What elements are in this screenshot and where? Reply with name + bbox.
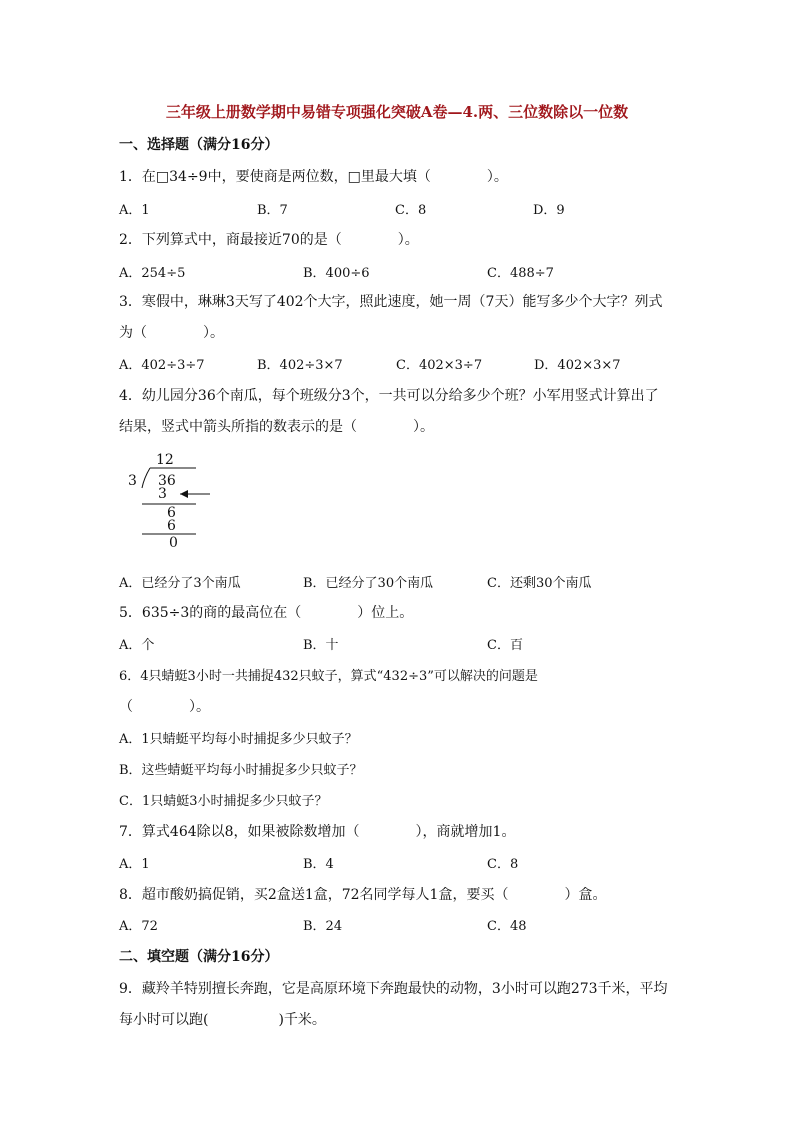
question-6-option-b: B．这些蜻蜓平均每小时捕捉多少只蚊子？ bbox=[119, 763, 363, 778]
question-6-line-1: 6．4只蜻蜓3小时一共捕捉432只蚊子，算式“432÷3”可以解决的问题是 bbox=[119, 669, 538, 684]
question-8: 8．超市酸奶搞促销，买2盒送1盒，72名同学每人1盒，要买（ ）盒。 bbox=[119, 887, 607, 903]
question-9-line-1: 9．藏羚羊特别擅长奔跑，它是高原环境下奔跑最快的动物，3小时可以跑273千米，平均 bbox=[119, 981, 668, 997]
division-bracket bbox=[142, 468, 150, 488]
section-heading-choice: 一、选择题（满分16分） bbox=[119, 137, 279, 153]
option-c: C．488÷7 bbox=[487, 266, 554, 281]
option-b: B．十 bbox=[303, 638, 339, 653]
question-6-option-c: C．1只蜻蜓3小时捕捉多少只蚊子？ bbox=[119, 794, 328, 809]
option-c: C．百 bbox=[487, 638, 523, 653]
question-9-line-2: 每小时可以跑( )千米。 bbox=[119, 1012, 326, 1028]
question-3-line-1: 3．寒假中，琳琳3天写了402个大字，照此速度，她一周（7天）能写多少个大字？列式 bbox=[119, 294, 663, 310]
option-b: B．400÷6 bbox=[303, 266, 370, 281]
question-8-options bbox=[119, 915, 679, 933]
question-5: 5．635÷3的商的最高位在（ ）位上。 bbox=[119, 605, 414, 621]
question-5-options bbox=[119, 634, 679, 652]
question-3-line-2: 为（ ）。 bbox=[119, 325, 224, 341]
option-d: D．9 bbox=[533, 203, 565, 218]
option-a: A．已经分了3个南瓜 bbox=[119, 576, 241, 591]
section-heading-fill: 二、填空题（满分16分） bbox=[119, 949, 279, 965]
option-b: B．7 bbox=[257, 203, 288, 218]
question-7: 7．算式464除以8，如果被除数增加（ ），商就增加1。 bbox=[119, 824, 516, 840]
option-a: A．72 bbox=[119, 919, 158, 934]
division-step-6b: 6 bbox=[167, 518, 176, 534]
option-d: D．402×3×7 bbox=[534, 358, 621, 373]
question-4-options bbox=[119, 572, 679, 590]
option-a: A．402÷3÷7 bbox=[119, 358, 205, 373]
option-a: A．1 bbox=[119, 203, 150, 218]
question-1-options bbox=[119, 199, 679, 217]
option-c: C．8 bbox=[395, 203, 427, 218]
option-c: C．8 bbox=[487, 857, 519, 872]
question-3-options bbox=[119, 354, 679, 372]
option-a: A．254÷5 bbox=[119, 266, 186, 281]
long-division-figure bbox=[120, 448, 220, 553]
option-a: A．个 bbox=[119, 638, 155, 653]
question-7-options bbox=[119, 853, 679, 871]
question-6-option-a: A．1只蜻蜓平均每小时捕捉多少只蚊子？ bbox=[119, 732, 358, 747]
option-b: B．24 bbox=[303, 919, 343, 934]
question-2-options bbox=[119, 262, 679, 280]
option-b: B．4 bbox=[303, 857, 334, 872]
page-title: 三年级上册数学期中易错专项强化突破A卷—4.两、三位数除以一位数 bbox=[165, 103, 629, 121]
division-divisor: 3 bbox=[128, 473, 137, 489]
division-remainder: 0 bbox=[169, 535, 178, 551]
option-b: B．已经分了30个南瓜 bbox=[303, 576, 434, 591]
option-c: C．还剩30个南瓜 bbox=[487, 576, 592, 591]
question-4-line-1: 4．幼儿园分36个南瓜，每个班级分3个，一共可以分给多少个班？小军用竖式计算出了 bbox=[119, 388, 659, 404]
division-step-6a: 6 bbox=[167, 505, 176, 521]
option-c: C．402×3÷7 bbox=[396, 358, 483, 373]
question-6-line-2: （ ）。 bbox=[119, 699, 210, 715]
option-c: C．48 bbox=[487, 919, 527, 934]
division-quotient: 12 bbox=[156, 452, 174, 468]
division-dividend: 36 bbox=[158, 473, 176, 489]
question-1: 1．在□34÷9中，要使商是两位数，□里最大填（ ）。 bbox=[119, 169, 508, 185]
option-a: A．1 bbox=[119, 857, 150, 872]
question-2: 2．下列算式中，商最接近70的是（ ）。 bbox=[119, 232, 419, 248]
arrow-icon bbox=[180, 490, 188, 498]
division-step-3: 3 bbox=[158, 486, 167, 502]
option-b: B．402÷3×7 bbox=[257, 358, 343, 373]
question-4-line-2: 结果，竖式中箭头所指的数表示的是（ ）。 bbox=[119, 419, 434, 435]
